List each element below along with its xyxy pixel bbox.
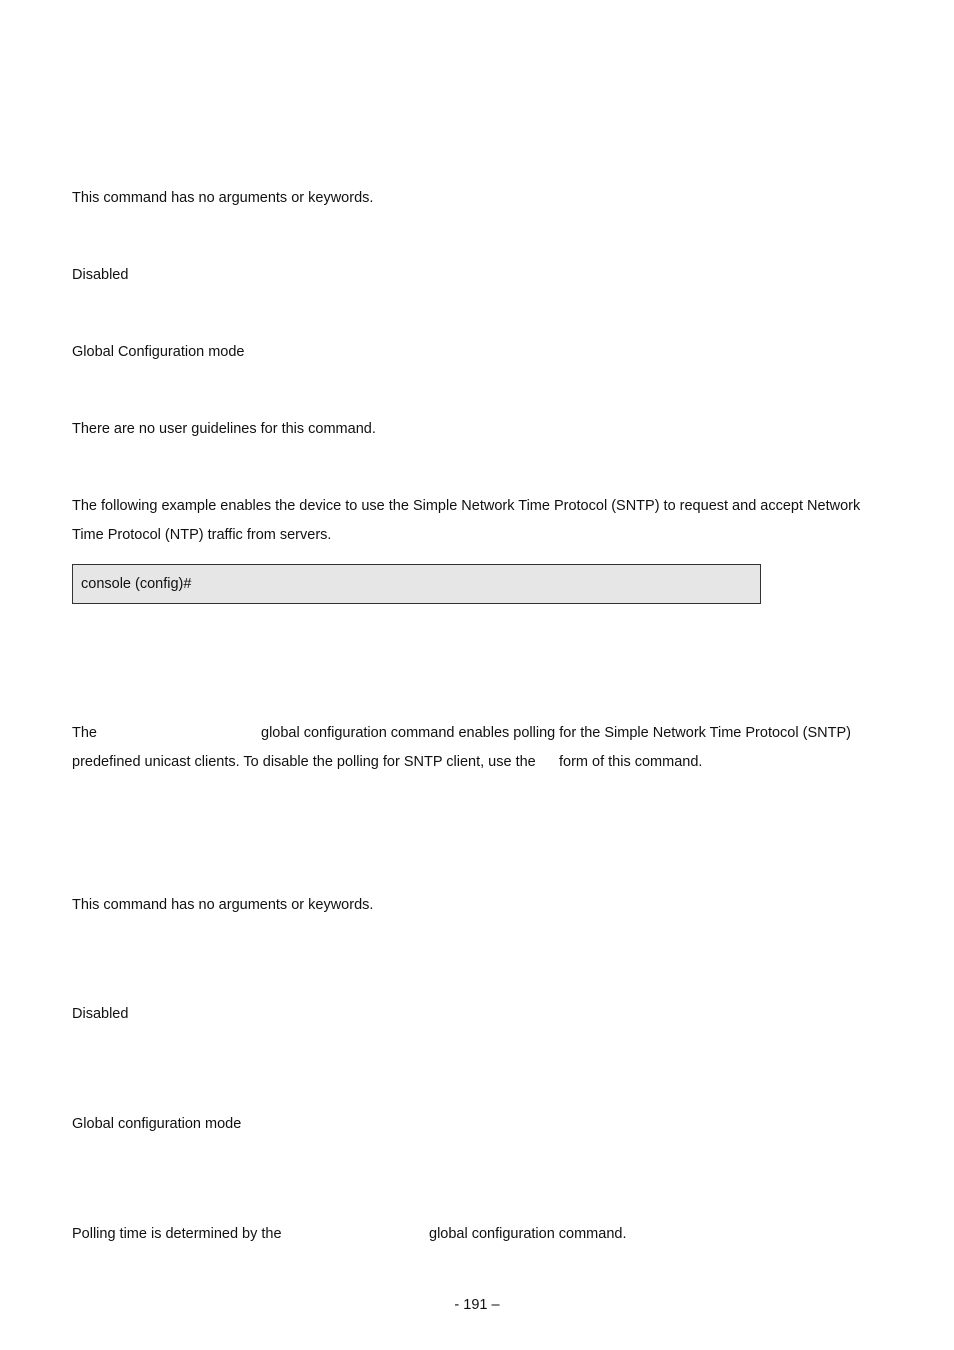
command-description-line2: predefined unicast clients. To disable the polling for SNTP client, use the [72, 754, 536, 770]
command-mode-2: Global configuration mode [72, 1116, 242, 1132]
syntax-description: This command has no arguments or keywords. [72, 190, 374, 206]
command-description-intro: The [72, 725, 97, 741]
example-description-line2: Time Protocol (NTP) traffic from servers. [72, 527, 332, 543]
user-guidelines-2: Polling time is determined by the [72, 1226, 282, 1242]
user-guidelines: There are no user guidelines for this command. [72, 421, 376, 437]
command-description-line1: global configuration command enables polling for the Simple Network Time Protocol (SNTP) [261, 725, 851, 741]
command-description-line2-end: form of this command. [559, 754, 703, 770]
example-description-line1: The following example enables the device to use the Simple Network Time Protocol (SNTP) to request and accept Network [72, 498, 861, 514]
command-mode: Global Configuration mode [72, 344, 245, 360]
code-example-box [72, 564, 761, 604]
syntax-description-2: This command has no arguments or keywords. [72, 897, 374, 913]
page-number: - 191 – [454, 1297, 500, 1313]
default-value-2: Disabled [72, 1006, 129, 1022]
default-value: Disabled [72, 267, 129, 283]
code-example: console (config)# [81, 576, 192, 592]
user-guidelines-2-end: global configuration command. [429, 1226, 627, 1242]
